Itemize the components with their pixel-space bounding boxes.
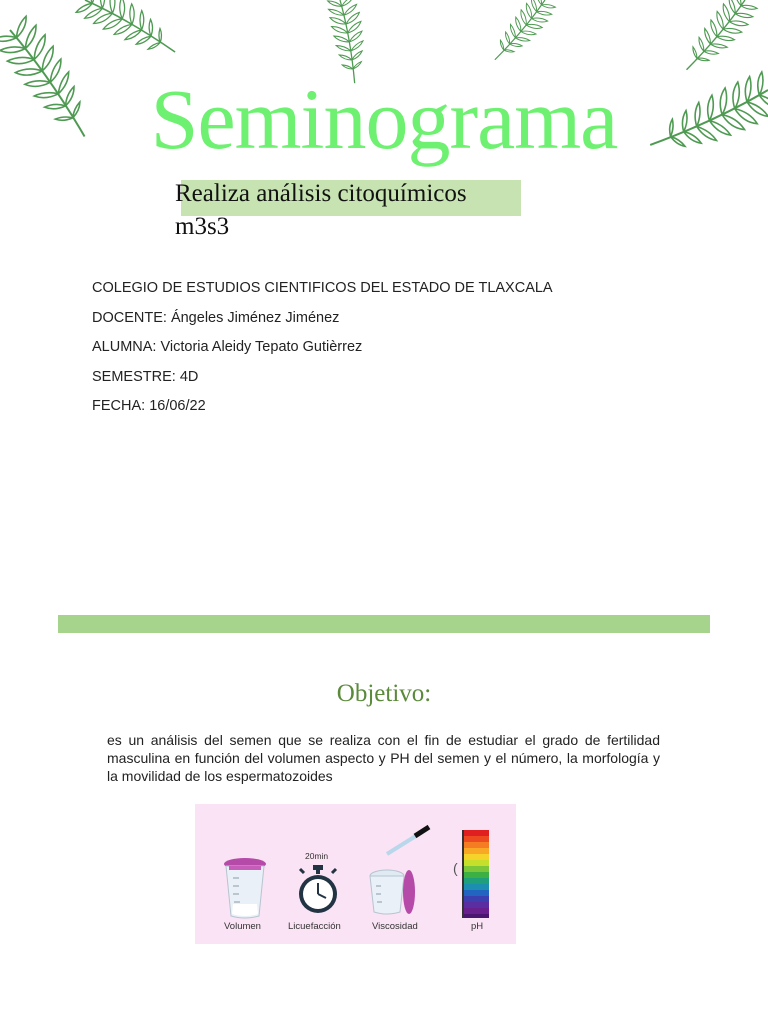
fern-top-center-2 <box>486 0 558 70</box>
pipette-cup-icon <box>367 824 431 920</box>
page-title: Seminograma <box>150 71 618 167</box>
semester-line: SEMESTRE: 4D <box>92 368 199 385</box>
label-licuefaccion: Licuefacción <box>288 921 341 932</box>
section-divider <box>58 615 710 633</box>
objective-heading: Objetivo: <box>336 680 432 707</box>
ph-c-glyph: ( <box>453 860 458 876</box>
subtitle-line-1: Realiza análisis citoquímicos <box>175 180 467 207</box>
date-line: FECHA: 16/06/22 <box>92 398 206 414</box>
label-ph: pH <box>471 921 484 932</box>
objective-text: es un análisis del semen que se realiza con el fin de estudiar el grado de fertilidad masculina en función del volumen aspecto y PH del semen y el número, la morfología y la movilidad de los espermatozoides <box>107 732 660 784</box>
label-volumen: Volumen <box>224 921 261 932</box>
info-block <box>92 278 553 426</box>
school-name: COLEGIO DE ESTUDIOS CIENTIFICOS DEL ESTADO DE TLAXCALA <box>92 280 553 296</box>
teacher-line: DOCENTE: Ángeles Jiménez Jiménez <box>92 309 340 326</box>
stopwatch-icon <box>295 864 341 916</box>
measuring-cup-icon <box>221 856 269 920</box>
ph-scale-icon <box>462 830 496 918</box>
fern-top-right-1 <box>676 0 760 81</box>
fern-top-left-2 <box>76 0 186 66</box>
label-viscosidad: Viscosidad <box>372 921 418 932</box>
subtitle <box>175 178 467 243</box>
student-line: ALUMNA: Victoria Aleidy Tepato Gutièrrez <box>92 339 363 355</box>
semen-analysis-illustration <box>195 804 516 944</box>
timer-label: 20min <box>305 851 329 861</box>
subtitle-line-2: m3s3 <box>175 212 230 240</box>
